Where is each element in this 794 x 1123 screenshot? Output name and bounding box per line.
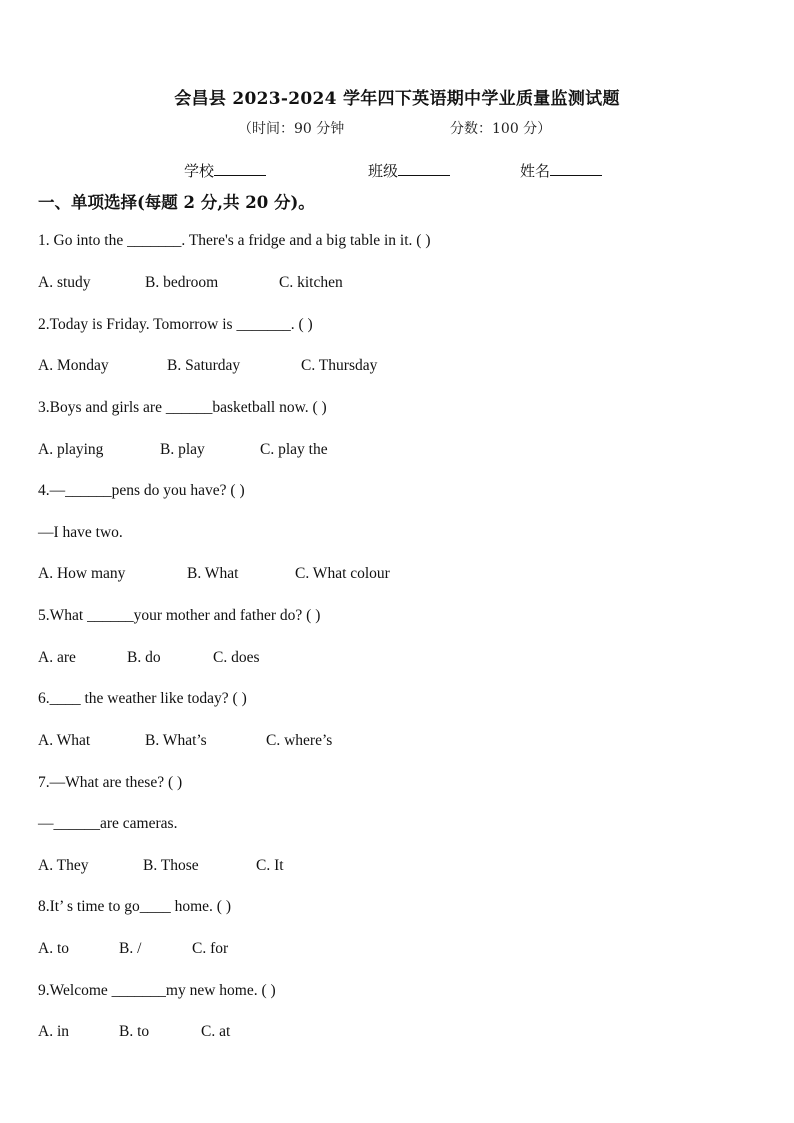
option[interactable]: A. They	[38, 857, 89, 874]
option[interactable]: B. play	[160, 441, 205, 458]
option[interactable]: C. play the	[260, 441, 328, 458]
name-label: 姓名	[520, 162, 551, 180]
option[interactable]: A. in	[38, 1023, 69, 1040]
exam-time: （时间：90 分钟	[238, 121, 345, 137]
option[interactable]: C. It	[256, 857, 284, 874]
options-6	[38, 732, 332, 750]
option[interactable]: C. Thursday	[301, 357, 378, 374]
option[interactable]: C. does	[213, 649, 260, 666]
option[interactable]: B. /	[119, 940, 142, 957]
option[interactable]: B. Those	[143, 857, 199, 874]
option[interactable]: C. for	[192, 940, 229, 957]
question-7-answer-line: —______are cameras.	[38, 815, 178, 832]
options-4	[38, 565, 390, 583]
option[interactable]: C. at	[201, 1023, 231, 1040]
class-field	[368, 160, 450, 181]
question-4-answer-line: —I have two.	[38, 524, 123, 541]
question-2: 2.Today is Friday. Tomorrow is _______. ( )	[38, 316, 313, 333]
options-9	[38, 1023, 230, 1041]
option[interactable]: B. What’s	[145, 732, 207, 749]
option[interactable]: A. What	[38, 732, 91, 749]
name-blank[interactable]	[550, 161, 602, 176]
class-label: 班级	[368, 162, 399, 180]
question-7: 7.—What are these? ( )	[38, 774, 183, 791]
question-8: 8.It’ s time to go____ home. ( )	[38, 898, 232, 915]
question-9: 9.Welcome _______my new home. ( )	[38, 982, 276, 999]
option[interactable]: C. What colour	[295, 565, 390, 582]
option[interactable]: B. What	[187, 565, 239, 582]
question-4: 4.—______pens do you have? ( )	[38, 482, 245, 499]
options-1	[38, 274, 343, 292]
option[interactable]: C. where’s	[266, 732, 333, 749]
options-8	[38, 940, 228, 958]
page-title: 会昌县 2023-2024 学年四下英语期中学业质量监测试题	[174, 89, 620, 109]
option[interactable]: A. study	[38, 274, 91, 291]
exam-score: 分数：100 分）	[450, 121, 552, 137]
option[interactable]: A. playing	[38, 441, 104, 458]
option[interactable]: C. kitchen	[279, 274, 343, 291]
school-label: 学校	[184, 162, 215, 180]
options-2	[38, 357, 377, 375]
option[interactable]: A. to	[38, 940, 69, 957]
school-field	[184, 160, 266, 181]
question-5: 5.What ______your mother and father do? ( )	[38, 607, 321, 624]
option[interactable]: B. Saturday	[167, 357, 241, 374]
option[interactable]: B. to	[119, 1023, 150, 1040]
option[interactable]: B. bedroom	[145, 274, 219, 291]
option[interactable]: A. How many	[38, 565, 126, 582]
options-7	[38, 857, 284, 875]
class-blank[interactable]	[398, 161, 450, 176]
question-3: 3.Boys and girls are ______basketball now. ( )	[38, 399, 327, 416]
option[interactable]: A. are	[38, 649, 76, 666]
options-5	[38, 649, 260, 667]
options-3	[38, 441, 328, 459]
name-field	[520, 160, 602, 181]
school-blank[interactable]	[214, 161, 266, 176]
question-6: 6.____ the weather like today? ( )	[38, 690, 247, 707]
option[interactable]: B. do	[127, 649, 161, 666]
question-1: 1. Go into the _______. There's a fridge and a big table in it. ( )	[38, 232, 431, 249]
section-heading: 一、单项选择(每题 2 分,共 20 分)。	[38, 193, 315, 212]
option[interactable]: A. Monday	[38, 357, 109, 374]
